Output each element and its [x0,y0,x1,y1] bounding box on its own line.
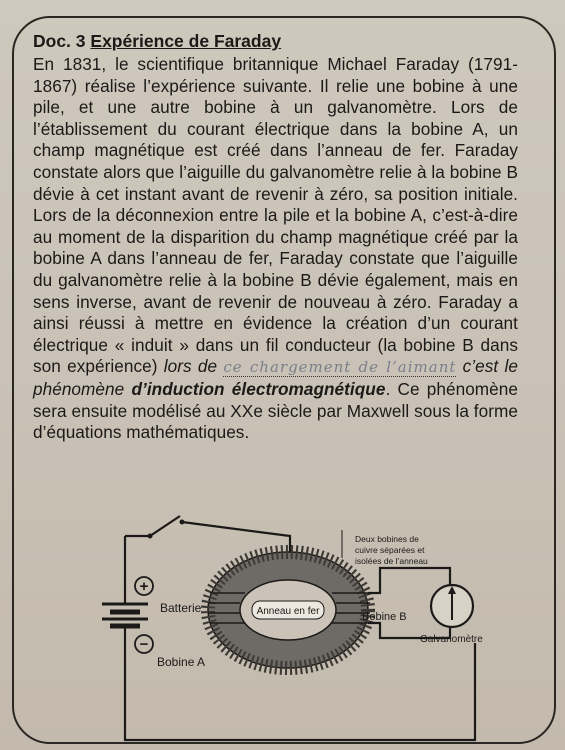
battery-symbol [102,604,148,626]
doc-title: Expérience de Faraday [90,31,282,51]
plus-terminal [135,577,153,595]
paragraph-main-text: En 1831, le scientifique britannique Michael Faraday (1791-1867) réalise l’expérience suivante. Il relie une bobine à une pile, et une autre bobine à un galvanomètre. Lors de l’établissement du courant électrique dans la bobine A, un champ magnétique est créé dans l’anneau de fer. Faraday constate alors que l’aiguille du galvanomètre relie à la bobine B dévie à cet instant avant de revenir à zéro, sa position initiale. Lors de la déconnexion entre la pile et la bobine A, c’est-à-dire au moment de la disparition du champ magnétique créé par la bobine A dans l’anneau de fer, Faraday constate que l’aiguille du galvanomètre relie à la bobine B dévie également, mais en sens inverse, avant de revenir de nouveau à zéro. Faraday a ainsi réussi à mettre en évidence la création d’un courant électrique « induit » dans un fil conducteur (la bobine B dans son expérience) [33,54,518,377]
main-paragraph: En 1831, le scientifique britannique Michael Faraday (1791-1867) réalise l’expérience suivante. Il relie une bobine à une pile, et une autre bobine à un galvanomètre. Lors de l’établissement du courant électrique dans la bobine A, un champ magnétique est créé dans l’anneau de fer. Faraday constate alors que l’aiguille du galvanomètre relie à la bobine B dévie à cet instant avant de revenir à zéro, sa position initiale. Lors de la déconnexion entre la pile et la bobine A, c’est-à-dire au moment de la disparition du champ magnétique créé par la bobine A dans l’anneau de fer, Faraday constate que l’aiguille du galvanomètre relie à la bobine B dévie également, mais en sens inverse, avant de revenir de nouveau à zéro. Faraday a ainsi réussi à mettre en évidence la création d’un courant électrique « induit » dans un fil conducteur (la bobine B dans son expérience) lors de ce chargement de l’aimant c’est le phénomène d’induction électromagnétique. Ce phénomène sera ensuite modélisé au XXe siècle par Maxwell sous la forme d’équations mathématiques. [33,54,519,443]
switch [148,516,185,539]
bold-term: d’induction électromagnétique [131,378,386,399]
italic-follow: c’est le phénomène [33,356,518,399]
battery-label: Batterie [160,601,202,615]
closing-sentence: Ce phénomène sera ensuite modélisé au XXe siècle par Maxwell sous la forme d’équations mathématiques. [33,378,519,443]
coil-a-label: Bobine A [157,655,206,669]
ring-label: Anneau en fer [256,606,320,617]
faraday-diagram [80,508,510,748]
note-line-3: isolées de l’anneau [355,556,428,566]
coil-note [342,530,428,566]
handwritten-answer: ce chargement de l’aimant [223,358,457,377]
galvanometer [431,585,473,627]
galvanometer-label: Galvanomètre [420,634,483,645]
plus-sign: + [139,578,149,595]
note-line-2: cuivre séparées et [355,545,425,555]
note-line-1: Deux bobines de [355,534,419,544]
doc-number: Doc. 3 [33,31,86,51]
coil-b-label: Bobine B [362,611,407,623]
italic-lead: lors de [163,356,218,377]
minus-sign: − [139,636,149,653]
document-body [33,30,518,444]
document-heading [33,30,518,52]
minus-terminal [135,635,153,653]
